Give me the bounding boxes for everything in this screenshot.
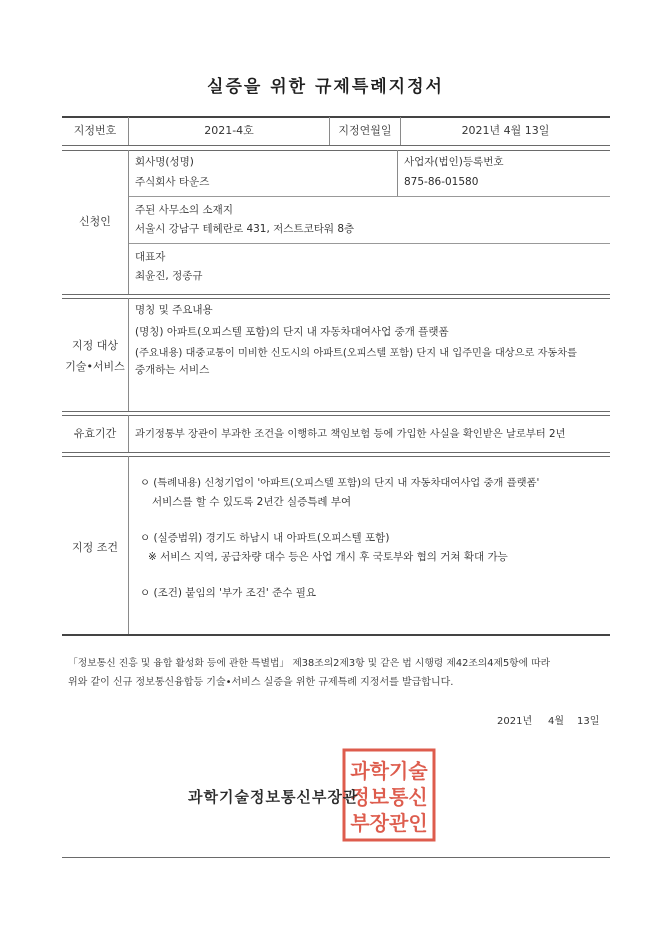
office-address: 서울시 강남구 테헤란로 431, 저스트코타워 8층: [135, 223, 355, 235]
inner-divider: [129, 196, 610, 197]
footer-divider: [62, 857, 610, 858]
target-content-line2: 중개하는 서비스: [135, 364, 210, 376]
row-divider: [62, 294, 610, 295]
seal-text-row2: 정보통신: [350, 785, 428, 809]
designation-date: 2021년 4월 13일: [461, 124, 550, 137]
col-divider: [397, 150, 398, 196]
col-divider: [128, 456, 129, 634]
target-name: (명칭) 아파트(오피스텔 포함)의 단지 내 자동차대여사업 중개 플랫폼: [135, 326, 449, 338]
target-label-line1: 지정 대상: [71, 339, 118, 352]
rep-label: 대표자: [135, 251, 166, 263]
seal-text-row1: 과학기술: [350, 759, 428, 783]
applicant-label: 신청인: [79, 215, 111, 228]
page-title: 실증을 위한 규제특례지정서: [207, 77, 444, 97]
row-divider: [62, 150, 610, 151]
legal-basis-line1: 「정보통신 진흥 및 융합 활성화 등에 관한 특별법」 제38조의2제3항 및 같은 법 시행령 제42조의4제5항에 따라: [68, 658, 551, 669]
designation-no: 2021-4호: [204, 124, 254, 137]
target-content-line1: (주요내용) 대중교통이 미비한 신도시의 아파트(오피스텔 포함) 단지 내 입주민을 대상으로 자동차를: [135, 348, 577, 359]
inner-divider: [129, 243, 610, 244]
row-divider: [62, 411, 610, 412]
table-bottom-border: [62, 634, 610, 636]
rep-names: 최윤진, 정종규: [135, 270, 203, 282]
col-divider: [128, 298, 129, 411]
company-name: 주식회사 타운즈: [135, 176, 210, 188]
col-divider: [128, 150, 129, 294]
issue-date-year: 2021년: [497, 716, 533, 727]
row-divider: [62, 298, 610, 299]
validity-label: 유효기간: [73, 427, 117, 440]
biz-reg-no-label: 사업자(법인)등록번호: [404, 156, 504, 168]
legal-basis-line2: 위와 같이 신규 정보통신융합등 기술•서비스 실증을 위한 규제특례 지정서를 발급합니다.: [68, 677, 454, 688]
condition-item-3: ㅇ (조건) 붙임의 '부가 조건' 준수 필요: [140, 587, 316, 599]
biz-reg-no: 875-86-01580: [404, 176, 479, 188]
row-divider: [62, 415, 610, 416]
issue-date-day: 13일: [577, 716, 600, 727]
target-label-line2: 기술•서비스: [65, 360, 125, 373]
target-heading: 명칭 및 주요내용: [135, 304, 213, 316]
issuer-name: 과학기술정보통신부장관: [188, 788, 359, 806]
office-label: 주된 사무소의 소재지: [135, 204, 233, 216]
col-divider: [128, 415, 129, 452]
condition-item-2-line1: ㅇ (실증범위) 경기도 하남시 내 아파트(오피스텔 포함): [140, 532, 390, 544]
designation-date-label: 지정연월일: [338, 124, 392, 137]
designation-no-label: 지정번호: [73, 124, 117, 137]
row-divider: [62, 145, 610, 146]
condition-item-1-line2: 서비스를 할 수 있도록 2년간 실증특례 부여: [152, 496, 352, 508]
condition-item-2-line2: ※ 서비스 지역, 공급차량 대수 등은 사업 개시 후 국토부와 협의 거쳐 확대 가능: [148, 551, 508, 563]
company-name-label: 회사명(성명): [135, 156, 194, 168]
conditions-label: 지정 조건: [71, 541, 118, 554]
issue-date-month: 4월: [548, 716, 565, 727]
row-divider: [62, 452, 610, 453]
table-top-border: [62, 116, 610, 118]
seal-text-row3: 부장관인: [350, 811, 428, 835]
validity-text: 과기정통부 장관이 부과한 조건을 이행하고 책임보험 등에 가입한 사실을 확인받은 날로부터 2년: [135, 428, 566, 440]
row-divider: [62, 456, 610, 457]
condition-item-1-line1: ㅇ (특례내용) 신청기업이 '아파트(오피스텔 포함)의 단지 내 자동차대여사업 중개 플랫폼': [140, 477, 540, 489]
